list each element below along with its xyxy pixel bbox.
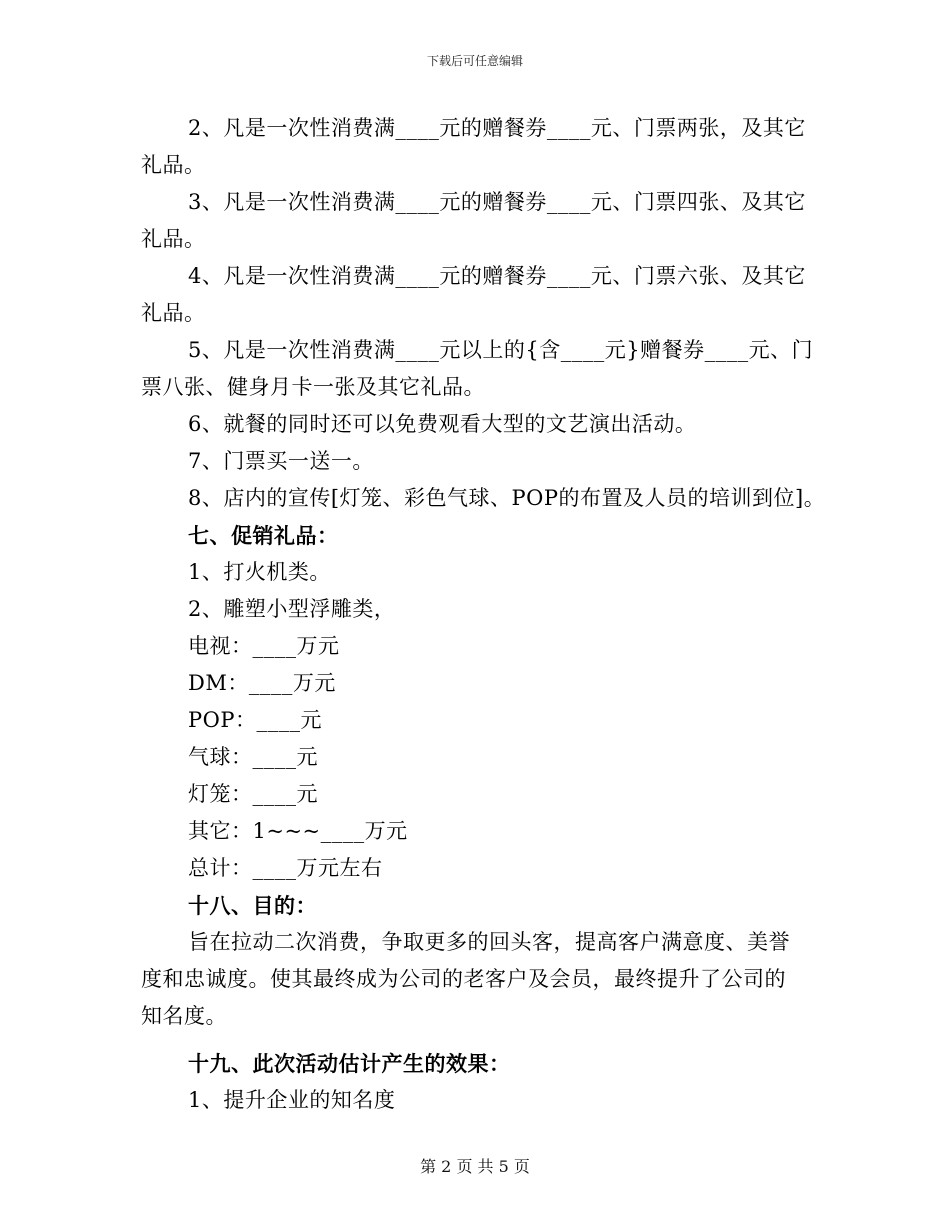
text-line: POP：____元 — [188, 708, 322, 732]
text-line: DM：____万元 — [188, 671, 336, 695]
text-line: 旨在拉动二次消费，争取更多的回头客，提高客户满意度、美誉 — [188, 930, 790, 954]
text-line: 气球：____元 — [188, 745, 318, 769]
text-line: 礼品。 — [141, 301, 206, 325]
text-line: 6、就餐的同时还可以免费观看大型的文艺演出活动。 — [188, 412, 697, 436]
section-heading: 十九、此次活动估计产生的效果： — [188, 1051, 511, 1076]
text-line: 1、提升企业的知名度 — [188, 1088, 396, 1112]
text-line: 1、打火机类。 — [188, 560, 331, 584]
text-line: 灯笼：____元 — [188, 782, 318, 806]
text-line: 3、凡是一次性消费满____元的赠餐券____元、门票四张、及其它 — [188, 190, 806, 214]
text-line: 总计：____万元左右 — [188, 856, 383, 880]
text-line: 8、店内的宣传[灯笼、彩色气球、POP的布置及人员的培训到位]。 — [188, 486, 826, 510]
text-line: 其它：1~~~____万元 — [188, 819, 408, 843]
section-heading: 十八、目的： — [188, 893, 317, 918]
section-heading: 七、促销礼品： — [188, 523, 339, 548]
document-body — [141, 110, 826, 1119]
page-footer: 第 2 页 共 5 页 — [420, 1157, 530, 1176]
text-line: 2、雕塑小型浮雕类， — [188, 597, 396, 621]
text-line: 度和忠诚度。使其最终成为公司的老客户及会员，最终提升了公司的 — [141, 967, 786, 991]
text-line: 4、凡是一次性消费满____元的赠餐券____元、门票六张、及其它 — [188, 264, 806, 288]
page-header: 下载后可任意编辑 — [426, 54, 523, 68]
text-line: 电视：____万元 — [188, 634, 340, 658]
text-line: 礼品。 — [141, 153, 206, 177]
paragraph-gap — [141, 1035, 821, 1045]
text-line: 票八张、健身月卡一张及其它礼品。 — [141, 375, 485, 399]
text-line: 知名度。 — [141, 1004, 227, 1028]
text-line: 5、凡是一次性消费满____元以上的{含____元}赠餐券____元、门 — [188, 338, 814, 362]
text-line: 礼品。 — [141, 227, 206, 251]
text-line: 7、门票买一送一。 — [188, 449, 374, 473]
text-line: 2、凡是一次性消费满____元的赠餐券____元、门票两张，及其它 — [188, 116, 806, 140]
